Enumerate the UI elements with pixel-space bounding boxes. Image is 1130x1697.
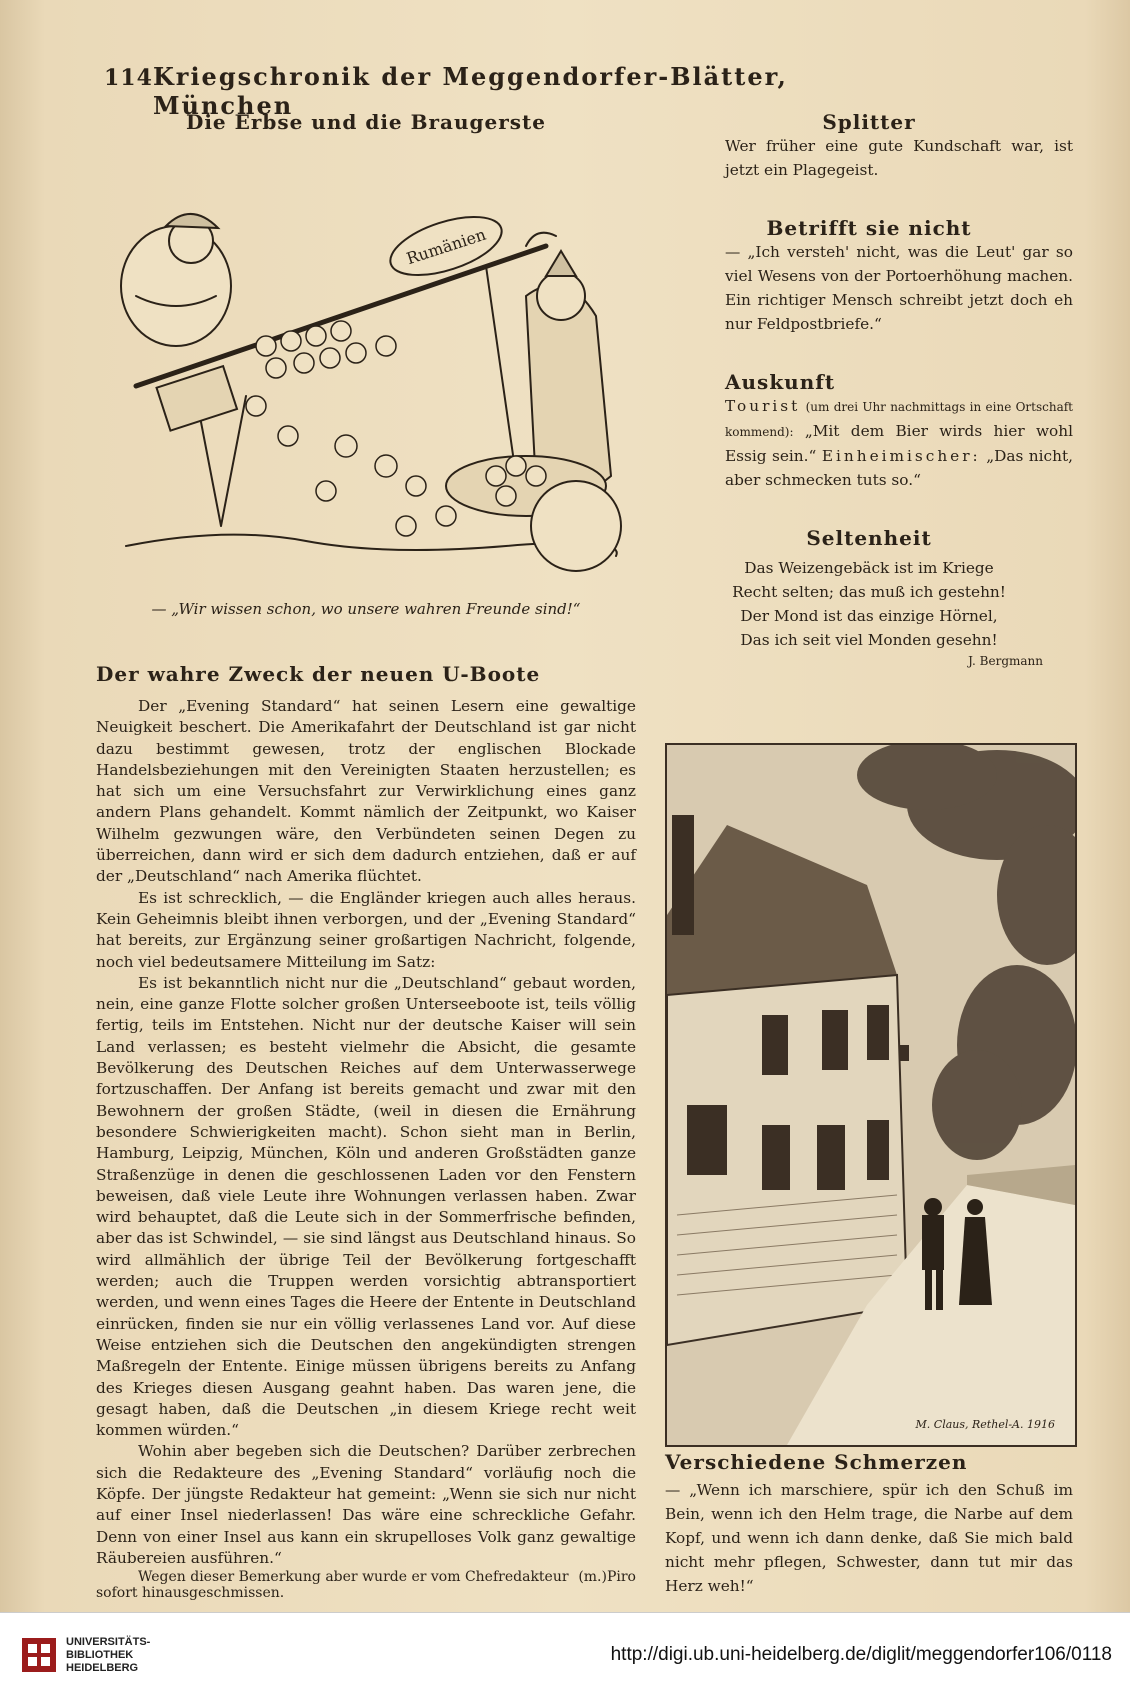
library-logo[interactable] xyxy=(22,1636,150,1675)
running-title: Kriegschronik der Meggendorfer-Blätter, München xyxy=(152,62,788,120)
poem-author: J. Bergmann xyxy=(968,654,1043,668)
splitter-title: Splitter xyxy=(822,110,916,134)
auskunft-block xyxy=(665,370,1073,492)
auskunft-title: Auskunft xyxy=(725,370,836,394)
library-name-line: HEIDELBERG xyxy=(66,1661,139,1674)
article-paragraph: Der „Evening Standard“ hat seinen Lesern eine gewaltige Neuigkeit beschert. Die Amerikafahrt der Deutschland ist gar nicht dazu bestimmt gewesen, trotz der englischen Blockade Handelsbeziehungen mit den Vereinigten Staaten herzustellen; es hat sich um eine Versuchsfahrt zur Verwirklichung eines ganz andern Plans gehandelt. Kommt nämlich der Zeitpunkt, wo Kaiser Wilhelm gezwungen wäre, den Verbündeten seinen Degen zu überreichen, dann wird er sich dem dadurch entziehen, daß er auf der „Deutschland“ nach Amerika flüchtet. xyxy=(96,697,636,886)
seltenheit-block xyxy=(665,526,1073,668)
speaker-tourist: Tourist xyxy=(725,397,801,415)
schmerzen-text: — „Wenn ich marschiere, spür ich den Schuß im Bein, wenn ich den Helm trage, die Narbe auf dem Kopf, und wenn ich dann denke, daß Sie mich bald nicht mehr pflegen, Schwester, dann tut mir das Herz weh!“ xyxy=(665,1481,1073,1595)
splitter-text: Wer früher eine gute Kundschaft war, ist jetzt ein Plagegeist. xyxy=(725,137,1073,179)
library-name-line: BIBLIOTHEK xyxy=(66,1648,134,1661)
poem xyxy=(665,556,1073,652)
article-title: Der wahre Zweck der neuen U-Boote xyxy=(96,662,541,686)
poem-line: Recht selten; das muß ich gestehn! xyxy=(732,583,1006,601)
schmerzen-block xyxy=(665,1450,1073,1598)
cartoon-caption: — „Wir wissen schon, wo unsere wahren Freunde sind!“ xyxy=(151,600,581,618)
article-last-paragraph: Wegen dieser Bemerkung aber wurde er vom Chefredakteur sofort hinausgeschmissen. xyxy=(96,1569,569,1602)
poem-line: Der Mond ist das einzige Hörnel, xyxy=(740,607,998,625)
sign-text: Rumänien xyxy=(404,224,489,269)
article-author: Piro xyxy=(606,1569,636,1586)
local-line: „Das nicht, aber schmecken tuts so.“ xyxy=(725,447,1073,489)
cartoon-title: Die Erbse und die Braugerste xyxy=(185,110,547,134)
viewer-footer xyxy=(0,1612,1130,1697)
source-url-link[interactable]: http://digi.ub.uni-heidelberg.de/diglit/meggendorfer106/0118 xyxy=(610,1644,1112,1665)
right-column xyxy=(665,110,1073,702)
article-uboote xyxy=(96,662,636,1601)
article-paragraph: Es ist bekanntlich nicht nur die „Deutschland“ gebaut worden, nein, eine ganze Flotte solcher großen Unterseeboote ist, teils völlig fertig, teils im Entstehen. Nicht nur der deutsche Kaiser will sein Land verlassen; es besteht vielmehr die Absicht, die gesamte Bevölkerung des Deutschen Reiches auf dem Unterwasserwege fortzuschaffen. Der Anfang ist bereits gemacht und zwar mit den Bewohnern der großen Städte, (weil in diesen die Ernährung besondere Schwierigkeiten macht). Schon sieht man in Berlin, Hamburg, Leipzig, München, Köln und anderen Großstädten ganze Straßenzüge in denen die geschlossenen Laden vor den Fenstern beweisen, daß viele Leute ihre Wohnungen verlassen haben. Zwar wird behauptet, daß die Leute sich in der Sommerfrische befinden, aber das ist Schwindel, — sie sind längst aus Deutschland hinaus. So wird allmählich der übrige Teil der Bevölkerung fortgeschafft werden; auch die Truppen werden vorsichtig abtransportiert werden, und wenn eines Tages die Heere der Entente in Deutschland einrücken, finden sie nur ein völlig verlassenes Land vor. Auf diese Weise entziehen sich die Deutschen den angekündigten strengen Maßregeln der Entente. Einige müssen übrigens bereits zu Anfang des Krieges diesen Ausgang geahnt haben. Das waren jene, die gesagt haben, daß die Deutschen „in diesem Kriege recht weit kommen würden.“ xyxy=(96,973,636,1440)
poem-line: Das Weizengebäck ist im Kriege xyxy=(744,559,994,577)
library-name-line: UNIVERSITÄTS- xyxy=(66,1635,151,1648)
library-seal-icon xyxy=(22,1638,56,1672)
cartoon-illustration xyxy=(106,146,626,586)
article-sig-mid: (m.) xyxy=(578,1569,607,1586)
left-column xyxy=(96,110,636,1601)
street-etching xyxy=(665,743,1077,1447)
betrifft-title: Betrifft sie nicht xyxy=(766,216,972,240)
cartoon-drawing xyxy=(106,146,626,586)
splitter-block xyxy=(665,110,1073,182)
betrifft-block xyxy=(665,216,1073,336)
etching-signature: M. Claus, Rethel-A. 1916 xyxy=(915,1418,1055,1431)
tourist-line: „Mit dem Bier wirds hier wohl Essig sein.“ xyxy=(725,422,1073,465)
schmerzen-title: Verschiedene Schmerzen xyxy=(665,1450,968,1474)
speaker-local: Einheimischer: xyxy=(821,447,981,465)
library-name xyxy=(66,1636,150,1675)
stage-direction: (um drei Uhr nachmittags in eine Ortschaft kommend): xyxy=(725,400,1073,439)
page-number: 114 xyxy=(104,65,153,91)
poem-line: Das ich seit viel Monden gesehn! xyxy=(740,631,998,649)
auskunft-text xyxy=(665,394,1073,492)
article-closing xyxy=(96,1569,636,1601)
betrifft-text: — „Ich versteh' nicht, was die Leut' gar so viel Wesens von der Portoerhöhung machen. Ein richtiger Mensch schreibt jetzt doch eh nur Feldpostbriefe.“ xyxy=(725,243,1073,333)
seltenheit-title: Seltenheit xyxy=(806,526,932,550)
article-paragraph: Wohin aber begeben sich die Deutschen? Darüber zerbrechen sich die Redakteure des „Evening Standard“ vorläufig noch die Köpfe. Der jüngste Redakteur hat gemeint: „Wenn sie sich nur nicht auf einer Insel niederlassen! Das wäre eine schreckliche Gefahr. Denn von einer Insel aus kann ein skrupelloses Volk ganz gewaltige Räubereien ausführen.“ xyxy=(96,1442,636,1567)
etching-drawing xyxy=(667,745,1075,1445)
article-paragraph: Es ist schrecklich, — die Engländer kriegen auch alles heraus. Kein Geheimnis bleibt ihnen verborgen, und der „Evening Standard“ hat bereits, zur Ergänzung seiner großartigen Nachricht, folgende, noch viel bedeutsamere Mitteilung im Satz: xyxy=(96,888,636,971)
